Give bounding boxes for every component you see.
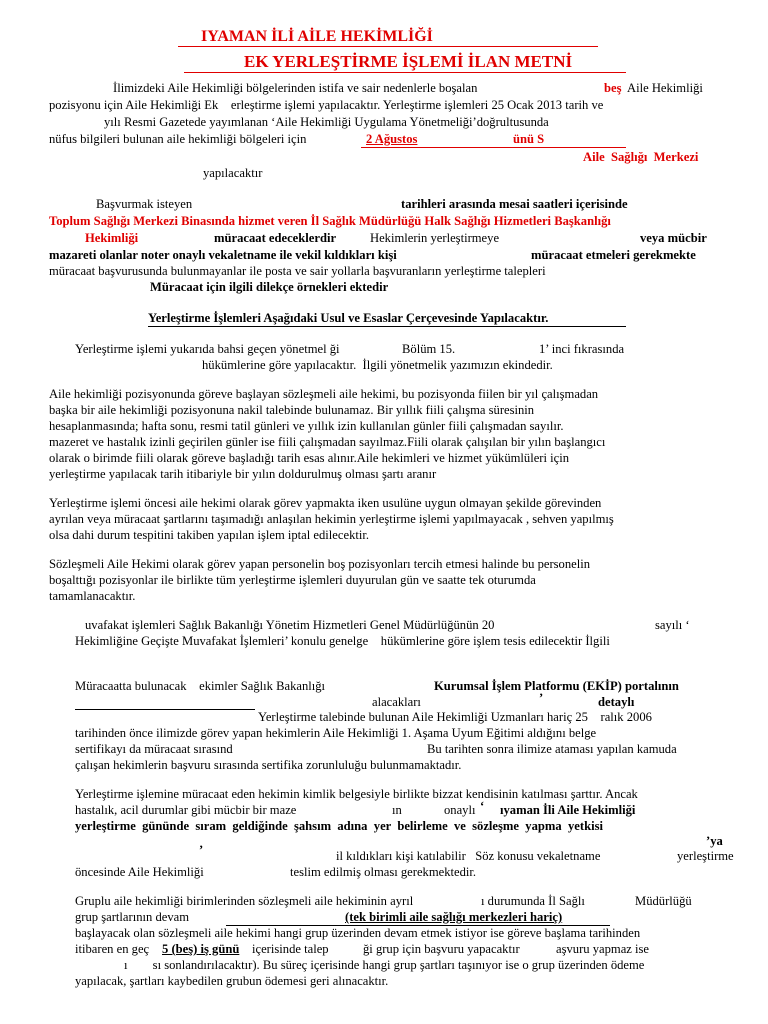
p6-line-2: boşalttığı pozisyonlar ile birlikte tüm yerleştirme işlemleri duyurulan gün ve saatte tek oturumda — [49, 573, 536, 587]
p4-line-5: olarak o birimde fiili olarak göreve başladığı tarih esas alınır.Aile hekimleri ve hizmet yükümlüleri için — [49, 451, 570, 465]
p1-line-5: Aile Sağlığı Merkezi — [583, 150, 699, 164]
p10-line-5: ı sı sonlandırılacaktır). Bu süreç içerisinde hangi grup şartları taşınıyor ise o grup üzerinden ödeme — [124, 958, 645, 972]
p9-line-6b: teslim edilmiş olması gerekmektedir. — [290, 865, 477, 879]
p8-line-1b: Kurumsal İşlem Platformu (EKİP) portalının — [434, 679, 679, 693]
p10-line-4e: aşvuru yapmaz ise — [556, 942, 650, 956]
p7-line-2: Hekimliğine Geçişte Muvafakat İşlemleri’ konulu genelge hükümlerine göre işlem tesis edilecektir İlgili — [75, 634, 610, 648]
p9-line-2b: ın — [392, 803, 402, 817]
p3-line-1b: Bölüm 15. — [402, 342, 456, 356]
p5-line-3: olsa dahi durum tespitini takiben yapılan işlem iptal edilecektir. — [49, 528, 370, 542]
p1-line-3: yılı Resmi Gazetede yayımlanan ‘Aile Hekimliği Uygulama Yönetmeliği’doğrultusunda — [104, 115, 549, 129]
p2-line-6: Müracaat için ilgili dilekçe örnekleri ektedir — [150, 280, 389, 294]
p6-line-3: tamamlanacaktır. — [49, 589, 136, 603]
p9-line-5a: ’ — [199, 843, 204, 857]
p2-line-3c: Hekimlerin yerleştirmeye — [370, 231, 500, 245]
p4-line-4: mazeret ve hastalık izinli geçirilen günler ise fiili çalışmadan sayılmaz.Fiili olarak çalışılan bir yılın başlangıcı — [49, 435, 606, 449]
p9-line-2e: ıyaman İli Aile Hekimliği — [500, 803, 636, 817]
p3-line-1a: Yerleştirme işlemi yukarıda bahsi geçen yönetmel ği — [75, 342, 340, 356]
p1-line-1c: Aile Hekimliği — [627, 81, 703, 95]
p1-line-1a: İlimizdeki Aile Hekimliği bölgelerinden istifa ve sair nedenlerle boşalan — [113, 81, 478, 95]
p2-line-1a: Başvurmak isteyen — [96, 197, 193, 211]
p2-line-3a: Hekimliği — [85, 231, 139, 245]
p8-line-3: Yerleştirme talebinde bulunan Aile Hekimliği Uzmanları hariç 25 ralık 2006 — [258, 710, 652, 724]
p9-line-2a: hastalık, acil durumlar gibi mücbir bir maze — [75, 803, 297, 817]
p9-line-5b: il kıldıkları kişi katılabilir Söz konusu vekaletname — [336, 849, 601, 863]
p10-line-4a: itibaren en geç — [75, 942, 150, 956]
title-underline-2 — [184, 72, 626, 73]
p2-line-3d: veya mücbir — [640, 231, 707, 245]
p9-line-4: ’ya — [706, 834, 723, 848]
title-line-2: EK YERLEŞTİRME İŞLEMİ İLAN METNİ — [244, 52, 573, 71]
p2-line-3b: müracaat edeceklerdir — [214, 231, 337, 245]
p4-line-6: yerleştirme yapılacak tarih itibariyle bir yılın doldurulmuş olması şartı aranır — [49, 467, 437, 481]
p8-line-2c: detaylı — [598, 695, 635, 709]
section-heading: Yerleştirme İşlemleri Aşağıdaki Usul ve Esaslar Çerçevesinde Yapılacaktır. — [148, 311, 549, 325]
p4-line-1: Aile hekimliği pozisyonunda göreve başlayan sözleşmeli aile hekimi, bu pozisyonda fiilen bir yıl çalışmadan — [49, 387, 599, 401]
p8-line-6: çalışan hekimlerin başvuru sırasında sertifika zorunluluğu bulunmamaktadır. — [75, 758, 462, 772]
p9-line-2c: onaylı — [444, 803, 476, 817]
p4-line-3: hesaplanmasında; hafta sonu, resmi tatil günleri ve yıllık izin kullanılan günler fiili çalışmadan sayılır. — [49, 419, 564, 433]
p5-line-2: ayrılan veya müracaat şartlarını taşımadığı anlaşılan hekimin yerleştirme işlemi yapılmayacak , sehven yapılmış — [49, 512, 614, 526]
p10-line-6: yapılacak, şartları kaybedilen grubun ödemesi geri alınacaktır. — [75, 974, 389, 988]
p3-line-1c: 1’ inci fıkrasında — [539, 342, 625, 356]
p1-line-4a: nüfus bilgileri bulunan aile hekimliği bölgeleri için — [49, 132, 307, 146]
p8-line-2a: alacakları — [372, 695, 421, 709]
p9-line-5c: yerleştirme — [677, 849, 734, 863]
p10-line-1c: Müdürlüğü — [635, 894, 692, 908]
p8-blank-underline — [75, 709, 255, 710]
p5-line-1: Yerleştirme işlemi öncesi aile hekimi olarak görev yapmakta iken usulüne uygun olmayan şekilde görevinden — [49, 496, 602, 510]
p2-line-2: Toplum Sağlığı Merkezi Binasında hizmet veren İl Sağlık Müdürlüğü Halk Sağlığı Hizmetleri Başkanlığı — [49, 214, 611, 228]
p2-line-5: müracaat başvurusunda bulunmayanlar ile posta ve sair yollarla başvuranların yerleştirme talepleri — [49, 264, 546, 278]
p9-line-3: yerleştirme gününde sıram geldiğinde şahsım adına yer belirleme ve sözleşme yapma yetkisi — [75, 819, 603, 833]
p2-line-1b: tarihleri arasında mesai saatleri içerisinde — [401, 197, 628, 211]
p3-line-2: hükümlerine göre yapılacaktır. İlgili yönetmelik yazımızın ekindedir. — [202, 358, 553, 372]
p10-line-4b: 5 (beş) iş günü — [162, 942, 240, 956]
p1-line-4b: 2 Ağustos — [366, 132, 418, 146]
p10-line-3: başlayacak olan sözleşmeli aile hekimi hangi grup üzerinden devam etmek istiyor ise göreve başlama tarihinden — [75, 926, 641, 940]
p7-line-1b: sayılı ‘ — [655, 618, 690, 632]
p10-line-4d: ği grup için başvuru yapacaktır — [363, 942, 520, 956]
p10-line-1a: Gruplu aile hekimliği birimlerinden sözleşmeli aile hekiminin ayrıl — [75, 894, 414, 908]
p8-line-1a: Müracaatta bulunacak ekimler Sağlık Bakanlığı — [75, 679, 326, 693]
p9-line-1: Yerleştirme işlemine müracaat eden hekimin kimlik belgesiyle birlikte bizzat kendisinin katılması şarttır. Ancak — [75, 787, 638, 801]
p6-line-1: Sözleşmeli Aile Hekimi olarak görev yapan personelin boş pozisyonları tercih etmesi halinde bu personelin — [49, 557, 591, 571]
p7-line-1a: uvafakat işlemleri Sağlık Bakanlığı Yönetim Hizmetleri Genel Müdürlüğünün 20 — [85, 618, 495, 632]
p10-line-4c: içerisinde talep — [252, 942, 329, 956]
title-line-1: IYAMAN İLİ AİLE HEKİMLİĞİ — [201, 28, 433, 45]
p1-line-1b: beş — [604, 81, 622, 95]
p9-line-2d: ‘ — [480, 799, 485, 813]
p1-line-2: pozisyonu için Aile Hekimliği Ek erleştirme işlemi yapılacaktır. Yerleştirme işlemleri 25 Ocak 2013 tarih ve — [49, 98, 604, 112]
p1-line-4c: ünü S — [513, 132, 545, 146]
p8-line-4: tarihinden önce ilimizde görev yapan hekimlerin Aile Hekimliği 1. Aşama Uyum Eğitimi aldığını belge — [75, 726, 597, 740]
p2-line-4a: mazareti olanlar noter onaylı vekaletname ile vekil kıldıkları kişi — [49, 248, 397, 262]
p1-line-6: yapılacaktır — [203, 166, 263, 180]
title-underline-1 — [178, 46, 598, 47]
section-heading-underline — [148, 326, 626, 327]
p8-line-5a: sertifikayı da müracaat sırasınd — [75, 742, 233, 756]
p2-line-4b: müracaat etmeleri gerekmekte — [531, 248, 696, 262]
p8-line-5b: Bu tarihten sonra ilimize ataması yapılan kamuda — [427, 742, 677, 756]
p10-line-2a: grup şartlarının devam — [75, 910, 190, 924]
p10-line-1b: ı durumunda İl Sağlı — [481, 894, 585, 908]
p9-line-6a: öncesinde Aile Hekimliği — [75, 865, 204, 879]
p1-date-underline — [361, 147, 626, 148]
p8-line-2b: ’ — [539, 691, 544, 705]
p10-line-2b: (tek birimli aile sağlığı merkezleri hariç) — [345, 910, 563, 924]
p4-line-2: başka bir aile hekimliği pozisyonuna nakil talebinde bulunamaz. Bir yıllık fiili çalışma süresinin — [49, 403, 535, 417]
